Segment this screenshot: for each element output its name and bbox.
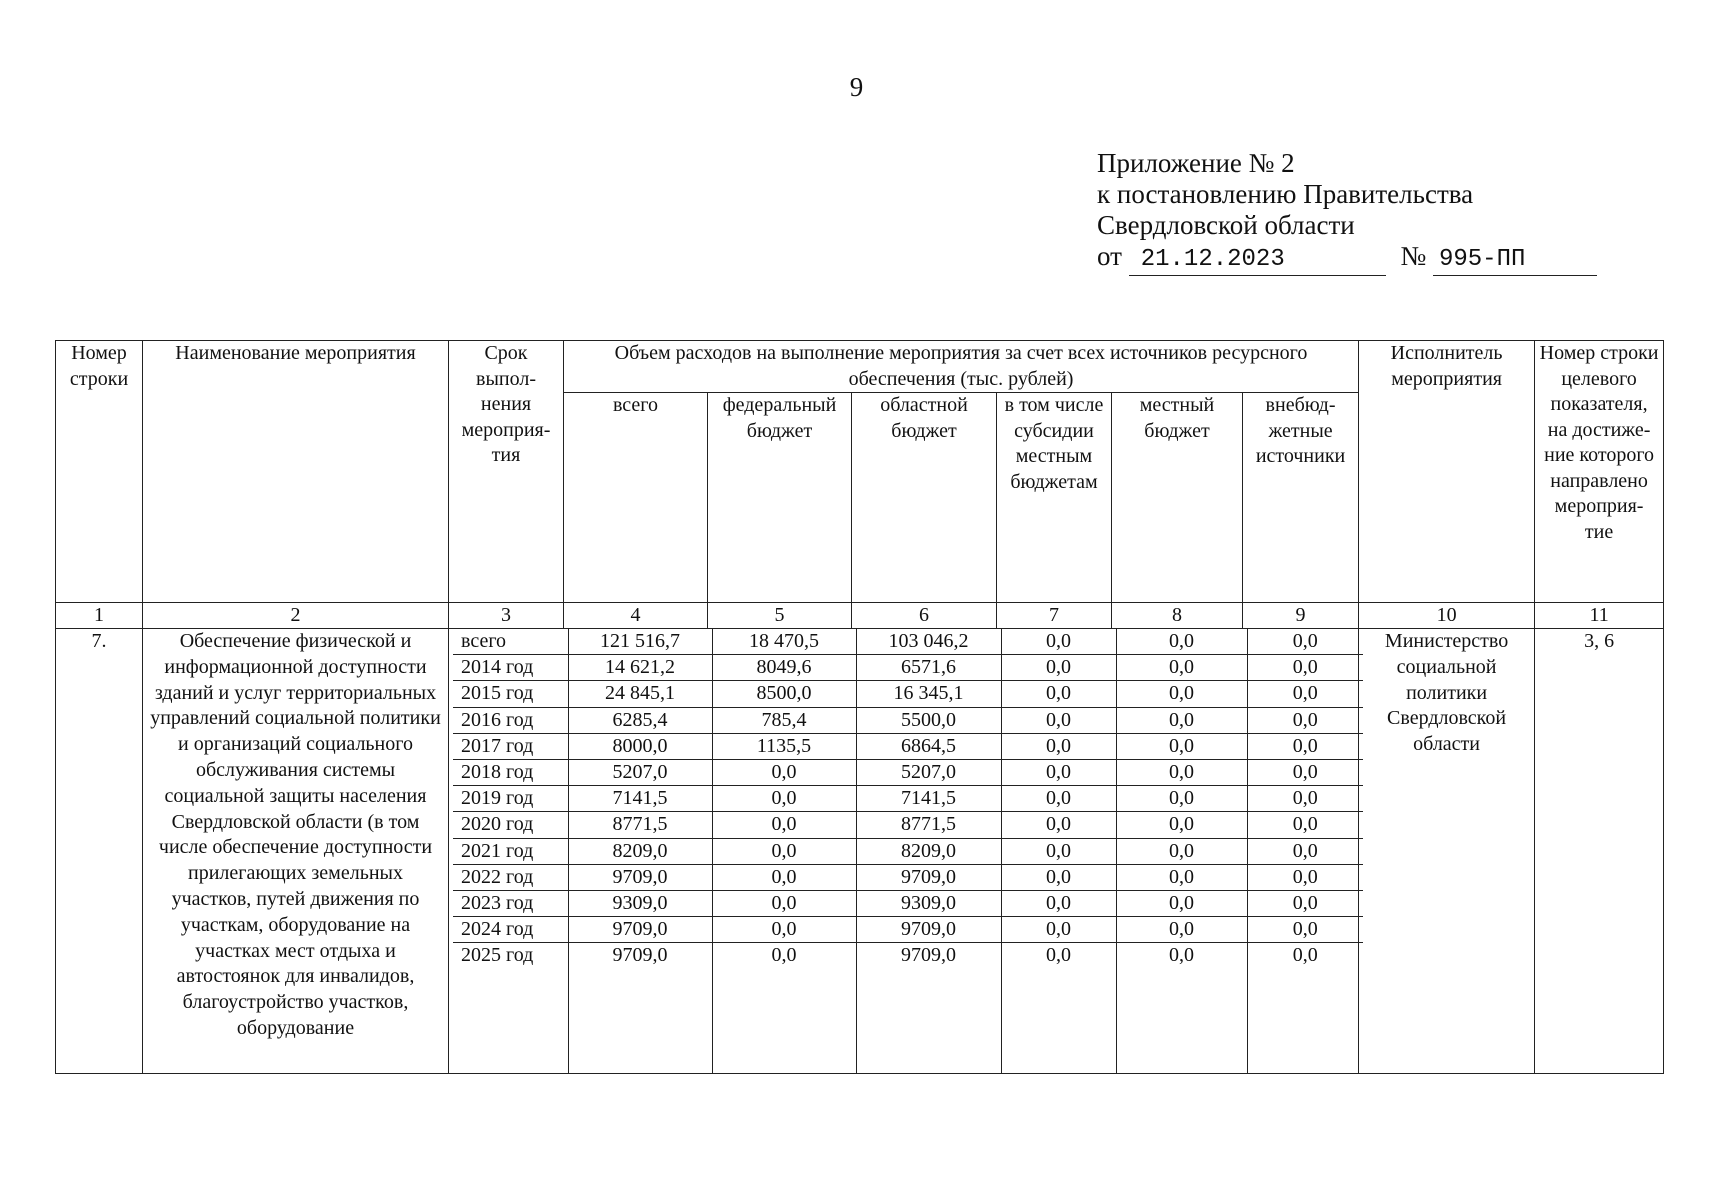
year-offbudget-cell: 0,0 bbox=[1292, 944, 1318, 967]
year-federal-cell: 8049,6 bbox=[712, 655, 856, 681]
year-term-cell: 2024 год bbox=[453, 917, 568, 943]
year-subsidies-cell: 0,0 bbox=[1001, 838, 1116, 864]
year-row bbox=[453, 917, 1363, 943]
year-federal-cell: 18 470,5 bbox=[712, 629, 856, 655]
column-number: 5 bbox=[708, 603, 852, 629]
activity-name: Обеспечение физической и информационной доступности зданий и услуг территориальных управлений социальной политики и организаций социального обслуживания системы социальной защиты населения Свердловской области (в том числе обеспечение доступности прилегающих земельных участков, путей движения по участкам, оборудование на участках мест отдыха и автостоянок для инвалидов, благоустройство участков, оборудование bbox=[143, 629, 449, 1074]
year-subsidies-cell: 0,0 bbox=[1001, 864, 1116, 890]
year-total-cell: 24 845,1 bbox=[568, 681, 712, 707]
year-regional-cell: 6571,6 bbox=[856, 655, 1001, 681]
header-row-number: Номер строки bbox=[56, 341, 143, 603]
year-subsidies-cell: 0,0 bbox=[1001, 759, 1116, 785]
year-regional-cell: 9309,0 bbox=[856, 890, 1001, 916]
year-federal-cell: 0,0 bbox=[712, 864, 856, 890]
resolution-number: 995-ПП bbox=[1433, 244, 1597, 276]
year-total-cell: 9709,0 bbox=[568, 917, 712, 943]
year-total-cell: 9309,0 bbox=[568, 890, 712, 916]
appendix-header bbox=[1097, 148, 1597, 276]
header-offbudget: внебюд- жетные источники bbox=[1243, 393, 1359, 603]
header-term: Срок выпол- нения мероприя- тия bbox=[449, 341, 564, 603]
year-subsidies-cell: 0,0 bbox=[1001, 629, 1116, 655]
header-name: Наименование мероприятия bbox=[143, 341, 449, 603]
year-local-cell: 0,0 bbox=[1116, 838, 1247, 864]
column-numbers-row bbox=[56, 603, 1664, 629]
year-local-cell: 0,0 bbox=[1116, 707, 1247, 733]
year-local-cell: 0,0 bbox=[1116, 786, 1247, 812]
year-term-cell: 2022 год bbox=[453, 864, 568, 890]
year-row bbox=[453, 655, 1363, 681]
year-offbudget-cell: 0,0 bbox=[1247, 812, 1363, 838]
year-row bbox=[453, 629, 1363, 655]
column-number: 7 bbox=[997, 603, 1112, 629]
year-total-cell: 8000,0 bbox=[568, 733, 712, 759]
year-offbudget-cell: 0,0 bbox=[1247, 786, 1363, 812]
year-total-cell: 5207,0 bbox=[568, 759, 712, 785]
year-subsidies-cell: 0,0 bbox=[1001, 655, 1116, 681]
year-federal-cell: 0,0 bbox=[712, 917, 856, 943]
expenses-table bbox=[55, 340, 1664, 1074]
year-term-cell: 2016 год bbox=[453, 707, 568, 733]
header-regional: областной бюджет bbox=[852, 393, 997, 603]
year-federal-cell: 0,0 bbox=[712, 890, 856, 916]
year-federal-cell: 0,0 bbox=[712, 943, 856, 1074]
year-local-cell: 0,0 bbox=[1116, 629, 1247, 655]
year-regional-cell: 103 046,2 bbox=[856, 629, 1001, 655]
year-row bbox=[453, 838, 1363, 864]
yearly-breakdown-cell bbox=[449, 629, 1359, 1074]
year-local-cell: 0,0 bbox=[1116, 917, 1247, 943]
year-row bbox=[453, 864, 1363, 890]
resolution-date: 21.12.2023 bbox=[1129, 244, 1386, 276]
year-total-cell: 8209,0 bbox=[568, 838, 712, 864]
year-subsidies-cell: 0,0 bbox=[1001, 681, 1116, 707]
appendix-title: Приложение № 2 bbox=[1097, 148, 1295, 178]
header-target-row: Номер строки целевого показателя, на достиже- ние которого направлено мероприя- тие bbox=[1535, 341, 1664, 603]
year-total-cell: 9709,0 bbox=[568, 864, 712, 890]
year-term-cell: 2018 год bbox=[453, 759, 568, 785]
appendix-resolution: к постановлению Правительства bbox=[1097, 179, 1474, 209]
year-federal-cell: 0,0 bbox=[712, 838, 856, 864]
year-regional-cell: 7141,5 bbox=[856, 786, 1001, 812]
year-total-cell: 9709,0 bbox=[568, 943, 712, 1074]
year-regional-cell: 16 345,1 bbox=[856, 681, 1001, 707]
column-number: 11 bbox=[1535, 603, 1664, 629]
year-offbudget-cell: 0,0 bbox=[1247, 681, 1363, 707]
header-executor: Исполнитель мероприятия bbox=[1359, 341, 1535, 603]
year-regional-cell: 6864,5 bbox=[856, 733, 1001, 759]
year-regional-cell: 8209,0 bbox=[856, 838, 1001, 864]
header-local: местный бюджет bbox=[1112, 393, 1243, 603]
appendix-date-line bbox=[1097, 241, 1597, 276]
column-number: 6 bbox=[852, 603, 997, 629]
activity-row bbox=[56, 629, 1664, 1074]
column-number: 3 bbox=[449, 603, 564, 629]
year-subsidies-cell: 0,0 bbox=[1001, 943, 1116, 1074]
page-number: 9 bbox=[849, 72, 864, 102]
year-term-cell: 2025 год bbox=[453, 943, 568, 1074]
year-row bbox=[453, 890, 1363, 916]
year-term-cell: всего bbox=[453, 629, 568, 655]
year-subsidies-cell: 0,0 bbox=[1001, 707, 1116, 733]
year-total-cell: 14 621,2 bbox=[568, 655, 712, 681]
year-federal-cell: 1135,5 bbox=[712, 733, 856, 759]
year-local-cell: 0,0 bbox=[1116, 733, 1247, 759]
year-total-cell: 7141,5 bbox=[568, 786, 712, 812]
column-number: 10 bbox=[1359, 603, 1535, 629]
year-federal-cell: 785,4 bbox=[712, 707, 856, 733]
column-number: 9 bbox=[1243, 603, 1359, 629]
year-subsidies-cell: 0,0 bbox=[1001, 786, 1116, 812]
year-local-cell: 0,0 bbox=[1116, 890, 1247, 916]
header-row-1 bbox=[56, 341, 1664, 393]
year-term-cell: 2021 год bbox=[453, 838, 568, 864]
activity-row-number: 7. bbox=[56, 629, 143, 1074]
year-subsidies-cell: 0,0 bbox=[1001, 812, 1116, 838]
activity-executor: Министерство социальной политики Свердловской области bbox=[1359, 629, 1535, 1074]
column-number: 4 bbox=[564, 603, 708, 629]
year-row bbox=[453, 759, 1363, 785]
year-regional-cell: 5500,0 bbox=[856, 707, 1001, 733]
year-offbudget-cell: 0,0 bbox=[1247, 707, 1363, 733]
year-subsidies-cell: 0,0 bbox=[1001, 733, 1116, 759]
year-offbudget-cell: 0,0 bbox=[1247, 917, 1363, 943]
year-term-cell: 2020 год bbox=[453, 812, 568, 838]
year-subsidies-cell: 0,0 bbox=[1001, 917, 1116, 943]
year-subsidies-cell: 0,0 bbox=[1001, 890, 1116, 916]
year-total-cell: 6285,4 bbox=[568, 707, 712, 733]
year-regional-cell: 8771,5 bbox=[856, 812, 1001, 838]
year-regional-cell: 5207,0 bbox=[856, 759, 1001, 785]
yearly-breakdown-table bbox=[453, 629, 1363, 1073]
year-offbudget-cell: 0,0 bbox=[1247, 733, 1363, 759]
year-offbudget-cell: 0,0 bbox=[1247, 890, 1363, 916]
year-offbudget-cell: 0,0 bbox=[1247, 838, 1363, 864]
year-total-cell: 8771,5 bbox=[568, 812, 712, 838]
year-local-cell: 0,0 bbox=[1116, 681, 1247, 707]
activity-target-rows: 3, 6 bbox=[1535, 629, 1664, 1074]
year-row bbox=[453, 812, 1363, 838]
year-regional-cell: 9709,0 bbox=[856, 943, 1001, 1074]
number-label: № bbox=[1400, 241, 1427, 271]
from-label: от bbox=[1097, 241, 1122, 271]
year-federal-cell: 0,0 bbox=[712, 759, 856, 785]
year-local-cell: 0,0 bbox=[1116, 759, 1247, 785]
column-number: 1 bbox=[56, 603, 143, 629]
year-row bbox=[453, 733, 1363, 759]
year-term-cell: 2014 год bbox=[453, 655, 568, 681]
header-federal: федеральный бюджет bbox=[708, 393, 852, 603]
header-subsidies: в том числе субсидии местным бюджетам bbox=[997, 393, 1112, 603]
year-row bbox=[453, 681, 1363, 707]
year-local-cell: 0,0 bbox=[1116, 864, 1247, 890]
year-local-cell: 0,0 bbox=[1116, 943, 1247, 1074]
year-term-cell: 2019 год bbox=[453, 786, 568, 812]
year-total-cell: 121 516,7 bbox=[568, 629, 712, 655]
year-term-cell: 2017 год bbox=[453, 733, 568, 759]
header-volume-group: Объем расходов на выполнение мероприятия за счет всех источников ресурсного обеспечения (тыс. рублей) bbox=[564, 341, 1359, 393]
year-row bbox=[453, 707, 1363, 733]
year-term-cell: 2023 год bbox=[453, 890, 568, 916]
column-number: 8 bbox=[1112, 603, 1243, 629]
year-row bbox=[453, 786, 1363, 812]
year-offbudget-cell: 0,0 bbox=[1247, 864, 1363, 890]
year-regional-cell: 9709,0 bbox=[856, 917, 1001, 943]
appendix-region: Свердловской области bbox=[1097, 210, 1355, 240]
year-offbudget-cell: 0,0 bbox=[1247, 759, 1363, 785]
year-local-cell: 0,0 bbox=[1116, 812, 1247, 838]
year-federal-cell: 8500,0 bbox=[712, 681, 856, 707]
year-regional-cell: 9709,0 bbox=[856, 864, 1001, 890]
year-federal-cell: 0,0 bbox=[712, 786, 856, 812]
year-row bbox=[453, 943, 1363, 1074]
year-term-cell: 2015 год bbox=[453, 681, 568, 707]
year-federal-cell: 0,0 bbox=[712, 812, 856, 838]
year-offbudget-cell: 0,0 bbox=[1247, 629, 1363, 655]
year-offbudget-cell: 0,0 bbox=[1247, 655, 1363, 681]
year-local-cell: 0,0 bbox=[1116, 655, 1247, 681]
column-number: 2 bbox=[143, 603, 449, 629]
header-total: всего bbox=[564, 393, 708, 603]
